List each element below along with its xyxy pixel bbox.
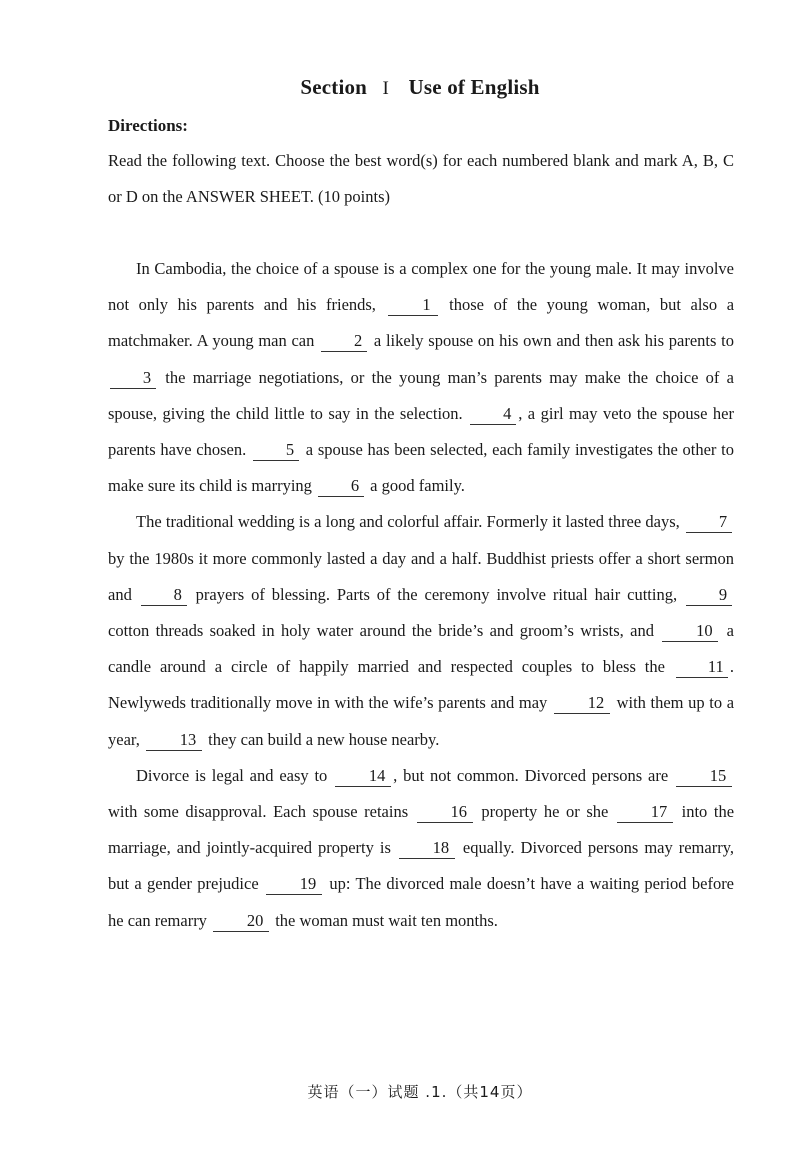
passage-text: property he or she xyxy=(481,802,609,822)
blank-20: 20 xyxy=(213,911,269,932)
page-footer: 英语（一）试题 .1.（共14页） xyxy=(307,1083,533,1101)
paragraph-1 xyxy=(108,251,734,504)
blank-9: 9 xyxy=(686,585,732,606)
paragraph-3 xyxy=(108,758,734,939)
passage-text: prayers of blessing. Parts of the ceremony involve ritual hair cutting, xyxy=(195,584,678,604)
blank-5: 5 xyxy=(253,440,299,461)
passage-text: a candle around a circle of happily married and respected couples to bless the xyxy=(108,621,734,677)
section-name: Use of English xyxy=(408,75,540,99)
passage-text: with some disapproval. Each spouse retains xyxy=(108,802,409,822)
passage-text: cotton threads soaked in holy water around the bride’s and groom’s wrists, and xyxy=(108,621,654,641)
section-title xyxy=(0,75,800,100)
blank-16: 16 xyxy=(417,802,473,823)
passage-text: equally. Divorced persons may remarry, but a gender prejudice xyxy=(108,838,735,894)
paragraph-2 xyxy=(108,504,734,757)
passage-text: into the marriage, and jointly-acquired property is xyxy=(108,802,735,858)
directions-text: Read the following text. Choose the best word(s) for each numbered blank and mark A, B, C or D on the ANSWER SHEET. (10 points) xyxy=(108,151,734,207)
blank-3: 3 xyxy=(110,368,156,389)
passage-text: a spouse has been selected, each family investigates the other to make sure its child is marrying xyxy=(108,440,735,496)
passage-text: up: The divorced male doesn’t have a waiting period before he can remarry xyxy=(108,874,735,930)
blank-2: 2 xyxy=(321,331,367,352)
passage-text: with them up to a year, xyxy=(108,693,735,749)
passage-text: . Newlyweds traditionally move in with the wife’s parents and may xyxy=(108,657,734,713)
passage-text: they can build a new house nearby. xyxy=(208,729,440,749)
passage-text: those of the young woman, but also a matchmaker. A young man can xyxy=(108,295,735,351)
section-label: Section xyxy=(300,75,368,99)
blank-1: 1 xyxy=(388,295,438,316)
passage-text: , a girl may veto the spouse her parents have chosen. xyxy=(108,403,734,460)
passage-text: the marriage negotiations, or the young man’s parents may make the choice of a spouse, giving the child little to say in the selection. xyxy=(108,367,735,423)
passage-text: In Cambodia, the choice of a spouse is a complex one for the young male. It may involve not only his parents and his friends, xyxy=(108,259,734,315)
passage-text: Divorce is legal and easy to xyxy=(136,765,328,785)
passage-text: , but not common. Divorced persons are xyxy=(393,765,669,785)
passage-text: the woman must wait ten months. xyxy=(275,910,498,930)
passage-text: a likely spouse on his own and then ask his parents to xyxy=(373,331,735,351)
blank-6: 6 xyxy=(318,476,364,497)
blank-11: 11 xyxy=(676,657,728,678)
blank-17: 17 xyxy=(617,802,673,823)
section-numeral: I xyxy=(382,78,390,99)
passage xyxy=(108,251,734,939)
blank-4: 4 xyxy=(470,404,516,425)
passage-text: The traditional wedding is a long and colorful affair. Formerly it lasted three days, xyxy=(136,512,680,532)
blank-13: 13 xyxy=(146,730,202,751)
blank-14: 14 xyxy=(335,766,391,787)
blank-12: 12 xyxy=(554,693,610,714)
blank-15: 15 xyxy=(676,766,732,787)
blank-7: 7 xyxy=(686,512,732,533)
passage-text: a good family. xyxy=(370,476,465,496)
passage-text: by the 1980s it more commonly lasted a day and a half. Buddhist priests offer a short sermon and xyxy=(108,548,734,604)
blank-19: 19 xyxy=(266,874,322,895)
directions-heading: Directions: xyxy=(108,116,188,135)
blank-18: 18 xyxy=(399,838,455,859)
blank-8: 8 xyxy=(141,585,187,606)
blank-10: 10 xyxy=(662,621,718,642)
